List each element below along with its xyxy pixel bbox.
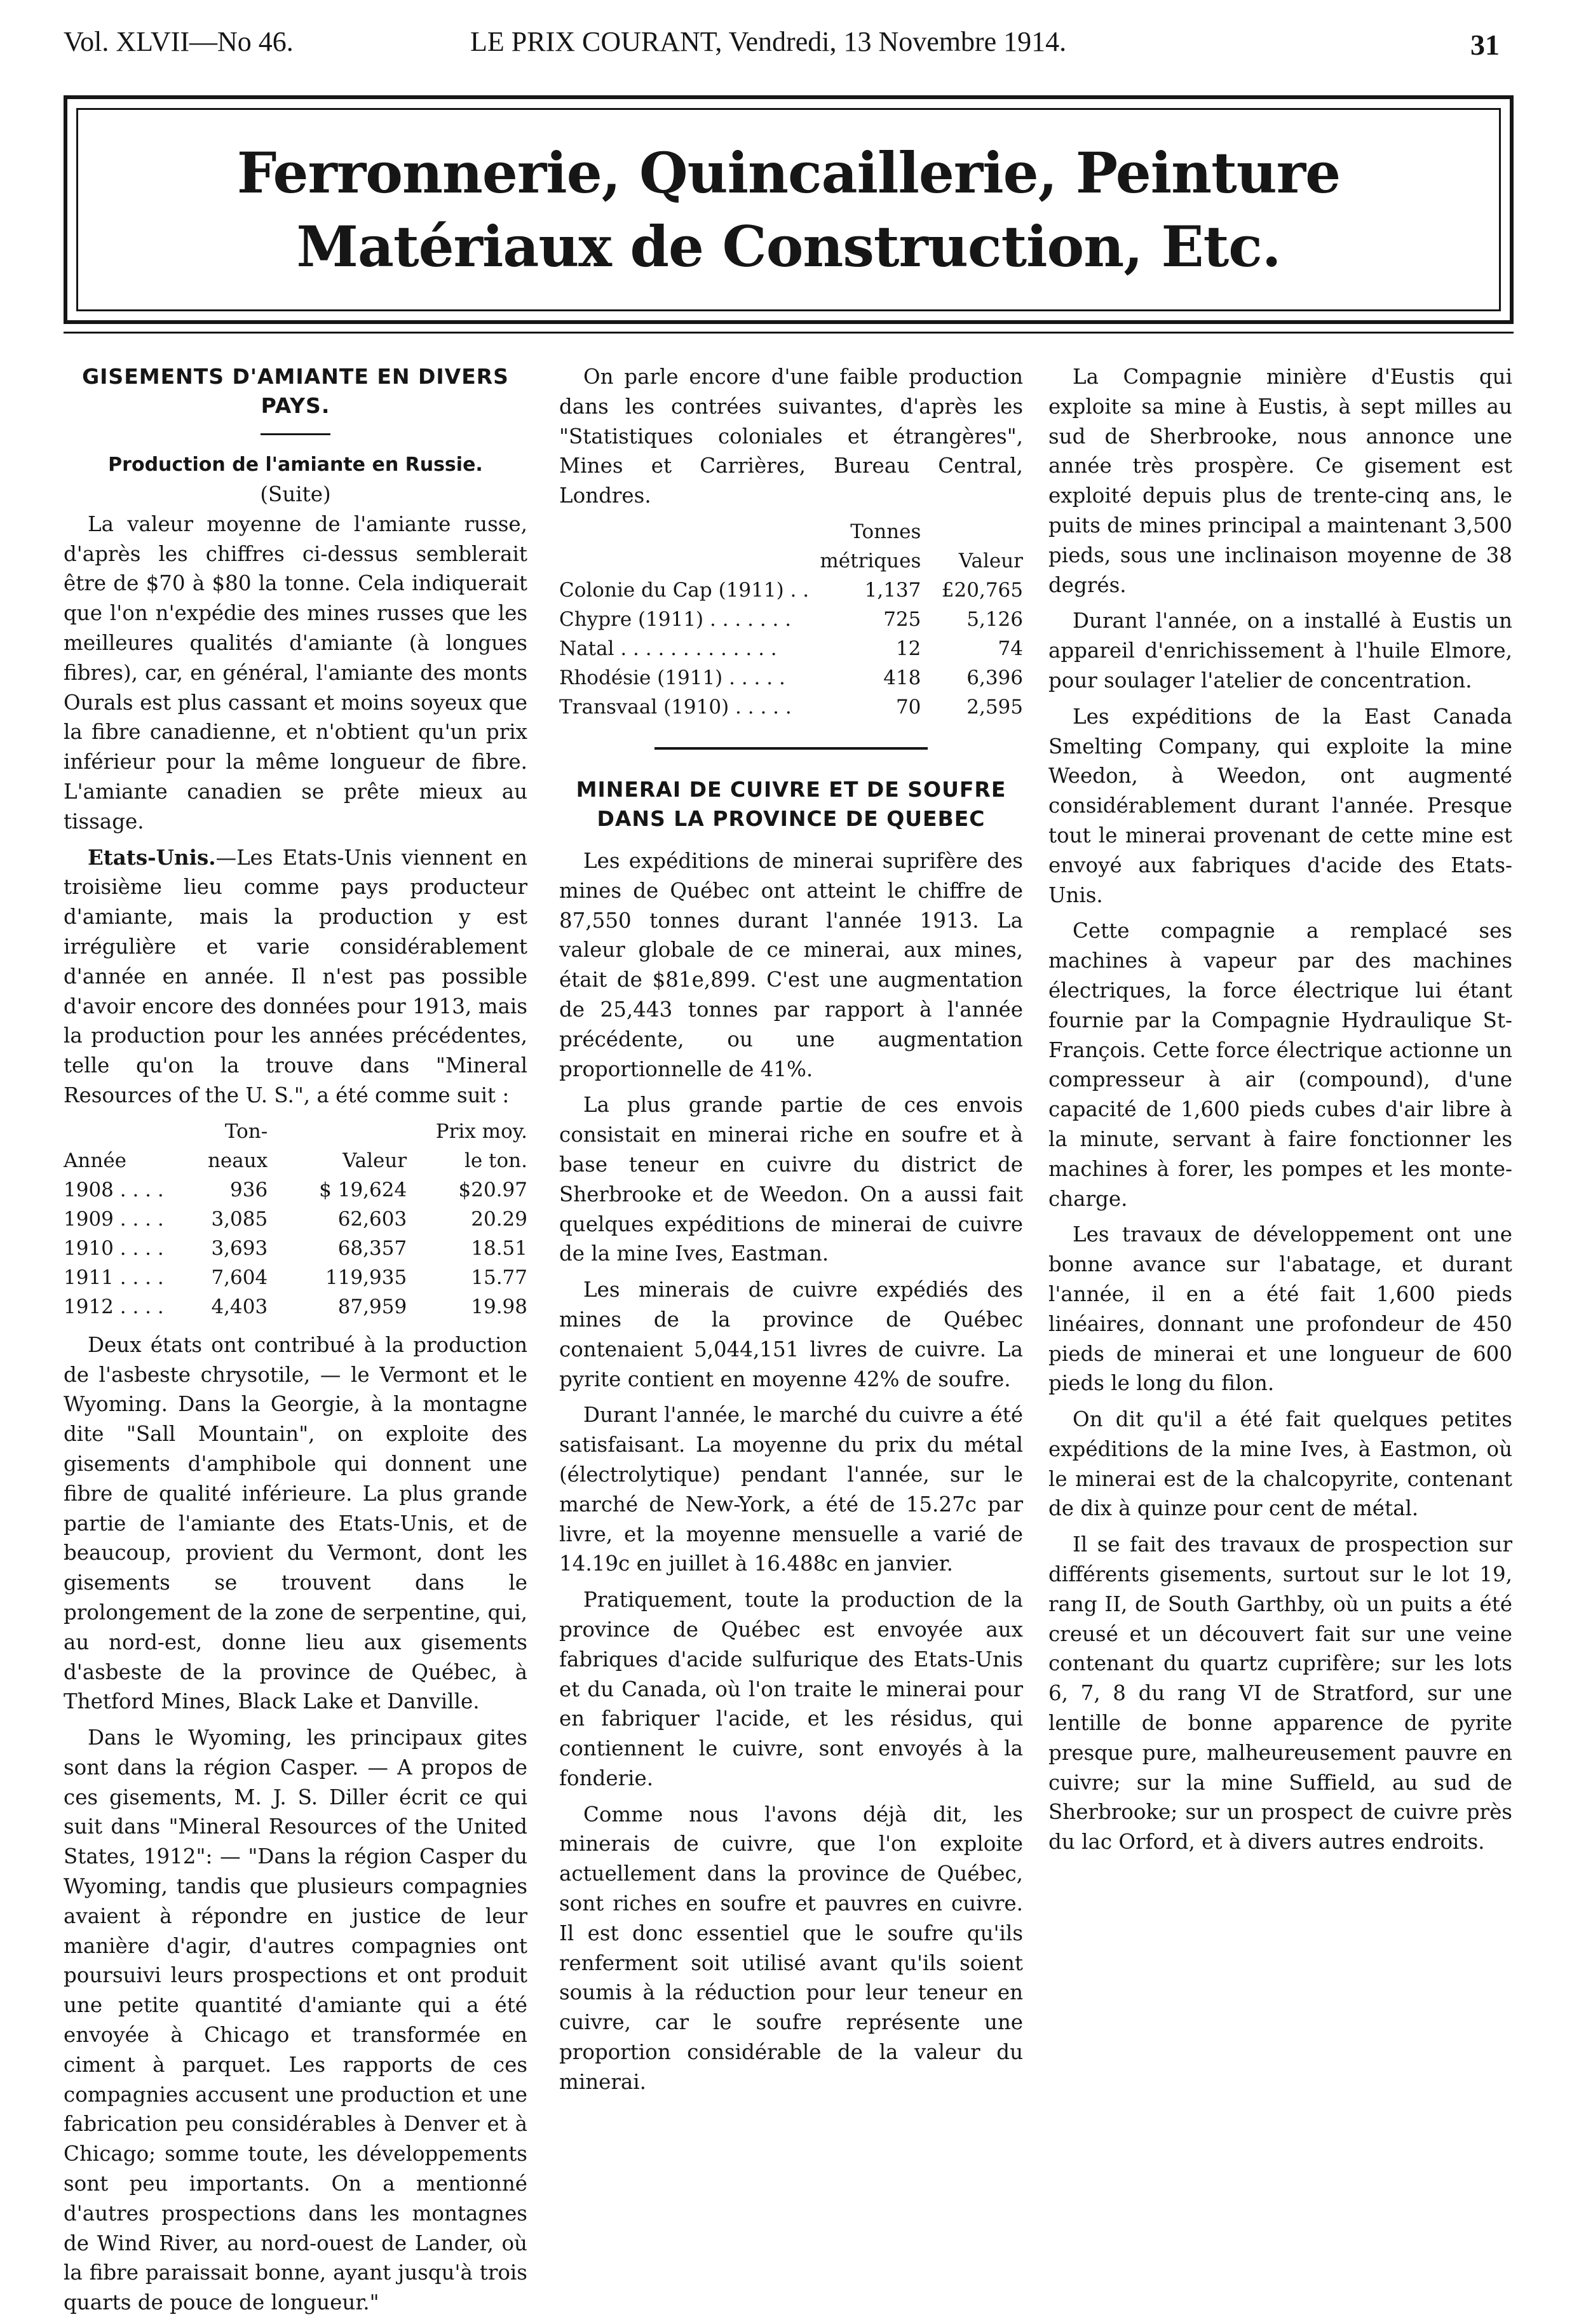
table-header-tons-2: neaux (207, 1149, 268, 1172)
row-price: 20.29 (471, 1207, 527, 1231)
row-value: 62,603 (337, 1207, 407, 1231)
article-1-paragraph-1: La valeur moyenne de l'amiante russe, d'après les chiffres ci-dessus semblerait être de $70 à $80 la tonne. Cela indiquerait que l'on n'expédie des mines russes que les meilleures qualités d'amiante (à longues fibres), car, en général, l'amiante des monts Ourals est plus cassant et moins soyeux que la fibre canadienne, et n'obtient qu'un prix inférieur pour la même longueur de fibre. L'amiante canadien se prête mieux au tissage. (64, 511, 527, 834)
table-row (64, 1205, 527, 1234)
table-header-year: Année (64, 1149, 127, 1172)
section-banner-inner (76, 108, 1501, 311)
section-title-line-1: Ferronnerie, Quincaillerie, Peinture (236, 140, 1341, 206)
row-value: £20,765 (941, 578, 1023, 602)
column-3 (1048, 362, 1512, 1863)
article-1-paragraph-2-text: —Les Etats-Unis viennent en troisième lieu comme pays producteur d'amiante, mais la production y est irrégulière et varie considérablement d'année en année. Il n'est pas possible d'avoir encore des données pour 1913, mais la production pour les années précédentes, telle qu'on la trouve dans "Mineral Resources of the U. S.", a été comme suit : (64, 845, 527, 1107)
table-header-price-1: Prix moy. (435, 1119, 527, 1143)
table-row (64, 1263, 527, 1292)
headline-rule (261, 433, 330, 435)
table-header-valeur: Valeur (958, 549, 1023, 572)
article-2-paragraph-6: Comme nous l'avons déjà dit, les minerais de cuivre, que l'on exploite actuellement dans la province de Québec, sont riches en soufre et pauvres en cuivre. Il est donc essentiel que le soufre qu'ils renferment soit utilisé avant qu'ils soient soumis à la réduction pour leur teneur en cuivre, car le soufre représente une proportion considérable de la valeur du minerai. (559, 1802, 1023, 2094)
table-header-tonnes-1: Tonnes (850, 520, 921, 543)
table-header-price-2: le ton. (464, 1149, 527, 1172)
row-year: 1912 . . . . (64, 1295, 164, 1318)
us-production-table (64, 1117, 527, 1321)
row-value: 2,595 (966, 695, 1023, 719)
page-number: 31 (1470, 29, 1500, 61)
row-tons: 3,085 (211, 1207, 268, 1231)
table-row (64, 1292, 527, 1321)
table-row (559, 634, 1023, 663)
row-year: 1909 . . . . (64, 1207, 164, 1231)
article-1-subhead: Production de l'amiante en Russie. (108, 454, 483, 476)
article-1-continued: (Suite) (260, 482, 331, 506)
section-banner (64, 95, 1514, 324)
article-2-paragraph-9: Les expéditions de la East Canada Smelting Company, qui exploite la mine Weedon, à Weedon, ont augmenté considérablement durant l'année. Presque tout le minerai provenant de cette mine est envoyé aux fabriques d'acide des Etats-Unis. (1048, 704, 1512, 907)
row-year: 1911 . . . . (64, 1266, 164, 1289)
row-value: 74 (998, 637, 1023, 660)
article-2-paragraph-5: Pratiquement, toute la production de la province de Québec est envoyée aux fabriques d'acide sulfurique des Etats-Unis et du Canada, où l'on traite le minerai pour en fabriquer l'acide, et les résidus, qui contiennent le cuivre, sont envoyés à la fonderie. (559, 1588, 1023, 1790)
run-in-heading: Etats-Unis. (88, 844, 216, 870)
article-2-paragraph-3: Les minerais de cuivre expédiés des mines de la province de Québec contenaient 5,044,151 livres de cuivre. La pyrite contient en moyenne 42% de soufre. (559, 1278, 1023, 1391)
row-tons: 418 (883, 666, 921, 689)
row-price: 15.77 (471, 1266, 527, 1289)
row-price: 18.51 (471, 1236, 527, 1260)
row-tons: 70 (895, 695, 921, 719)
table-row (64, 1175, 527, 1205)
article-2-paragraph-8: Durant l'année, on a installé à Eustis un appareil d'enrichissement à l'huile Elmore, pour soulager l'atelier de concentration. (1048, 609, 1512, 692)
row-value: 119,935 (325, 1266, 407, 1289)
article-2-paragraph-4: Durant l'année, le marché du cuivre a été satisfaisant. La moyenne du prix du métal (électrolytique) pendant l'année, sur le marché de New-York, a été de 15.27c par livre, et la moyenne mensuelle a varié de 14.19c en juillet à 16.488c en janvier. (559, 1403, 1023, 1576)
banner-rule (64, 332, 1514, 334)
article-1-paragraph-4: Dans le Wyoming, les principaux gites sont dans la région Casper. — A propos de ces gisements, M. J. S. Diller écrit ce qui suit dans "Mineral Resources of the United States, 1912": — "Dans la région Casper du Wyoming, tandis que plusieurs compagnies avaient à répondre en justice de leur manière d'agir, d'autres compagnies ont poursuivi leurs prospections et ont produit une petite quantité d'amiante qui a été envoyée à Chicago et transformée en ciment à parquet. Les rapports de ces compagnies accusent une production et une fabrication peu considérables à Denver et à Chicago; somme toute, les développements sont peu importants. On a mentionné d'autres prospections dans les montagnes de Wind River, au nord-ouest de Lander, où la fibre paraissait bonne, ayant jusqu'à trois quarts de pouce de longueur." (64, 1726, 527, 2315)
section-title-line-2: Matériaux de Construction, Etc. (296, 213, 1281, 280)
row-year: 1910 . . . . (64, 1236, 164, 1260)
row-tons: 1,137 (864, 578, 921, 602)
running-head (64, 25, 1500, 64)
row-tons: 725 (883, 607, 921, 631)
row-year: 1908 . . . . (64, 1178, 164, 1201)
row-tons: 12 (895, 637, 921, 660)
table-row (559, 663, 1023, 692)
article-2-paragraph-10: Cette compagnie a remplacé ses machines à vapeur par des machines électriques, la force électrique lui étant fournie par la Compagnie Hydraulique St-François. Cette force électrique actionne un compresseur à air (compound), d'une capacité de 1,600 pieds cubes d'air libre à la minute, servant à faire fonctionner les machines à forer, les pompes et les monte-charge. (1048, 919, 1512, 1211)
article-2-paragraph-2: La plus grande partie de ces envois consistait en minerai riche en soufre et à base teneur en cuivre du district de Sherbrooke et de Weedon. On a aussi fait quelques expéditions de minerai de cuivre de la mine Ives, Eastman. (559, 1093, 1023, 1266)
table-header-tonnes-2: métriques (820, 549, 921, 572)
row-tons: 936 (230, 1178, 268, 1201)
row-country: Chypre (1911) . . . . . . . (559, 607, 792, 631)
table-header-tons-1: Ton- (224, 1119, 268, 1143)
article-2-paragraph-1: Les expéditions de minerai suprifère des mines de Québec ont atteint le chiffre de 87,550 tonnes durant l'année 1913. La valeur globale de ce minerai, aux mines, était de $81e,899. C'est une augmentation de 25,443 tonnes par rapport à l'année précédente, ou une augmentation proportionnelle de 41%. (559, 848, 1023, 1081)
row-value: 87,959 (337, 1295, 407, 1318)
article-1-paragraph-2 (64, 843, 527, 1111)
row-value: $ 19,624 (319, 1178, 407, 1201)
journal-title-date: LE PRIX COURANT, Vendredi, 13 Novembre 1914. (470, 26, 1067, 57)
article-2-paragraph-7: La Compagnie minière d'Eustis qui exploite sa mine à Eustis, à sept milles au sud de Sherbrooke, nous annonce une année très prospère. Ce gisement est exploité depuis plus de trente-cinq ans, le puits de mines principal a maintenant 3,500 pieds, sous une inclinaison moyenne de 38 degrés. (1048, 365, 1512, 597)
article-1-paragraph-5: On parle encore d'une faible production dans les contrées suivantes, d'après les "Statistiques coloniales et étrangères", Mines et Carrières, Bureau Central, Londres. (559, 365, 1023, 508)
column-1 (64, 362, 527, 2324)
table-row (559, 576, 1023, 605)
colonial-production-table (559, 517, 1023, 722)
row-country: Natal . . . . . . . . . . . . . (559, 637, 777, 660)
article-1-headline: GISEMENTS D'AMIANTE EN DIVERS PAYS. (82, 364, 509, 418)
table-header-value: Valeur (342, 1149, 407, 1172)
article-2-paragraph-12: On dit qu'il a été fait quelques petites expéditions de la mine Ives, à Eastmon, où le minerai est de la chalcopyrite, contenant de dix à quinze pour cent de métal. (1048, 1407, 1512, 1521)
column-2 (559, 362, 1023, 2104)
article-2-paragraph-13: Il se fait des travaux de prospection sur différents gisements, surtout sur le lot 19, rang II, de South Garthby, où un puits a été creusé et un découvert fait sur une veine contenant du quartz cuprifère; sur les lots 6, 7, 8 du rang VI de Stratford, sur une lentille de bonne apparence de pyrite presque pure, malheureusement pauvre en cuivre; sur la mine Suffield, au sud de Sherbrooke; sur un prospect de cuivre près du lac Orford, et à divers autres endroits. (1048, 1532, 1512, 1854)
row-country: Rhodésie (1911) . . . . . (559, 666, 785, 689)
row-price: 19.98 (471, 1295, 527, 1318)
volume-number: Vol. XLVII—No 46. (64, 26, 294, 57)
row-tons: 4,403 (211, 1295, 268, 1318)
article-2-headline: MINERAI DE CUIVRE ET DE SOUFRE DANS LA PROVINCE DE QUEBEC (576, 776, 1007, 831)
article-1-paragraph-3: Deux états ont contribué à la production de l'asbeste chrysotile, — le Vermont et le Wyoming. Dans la Georgie, à la montagne dite "Sall Mountain", on exploite des gisements d'amphibole qui donnent une fibre de qualité inférieure. La plus grande partie de l'amiante des Etats-Unis, et de beaucoup, provient du Vermont, dont les gisements se trouvent dans le prolongement de la zone de serpentine, qui, au nord-est, donne lieu aux gisements d'asbeste de la province de Québec, à Thetford Mines, Black Lake et Danville. (64, 1332, 527, 1714)
table-row (559, 605, 1023, 634)
table-row (559, 692, 1023, 722)
row-value: 5,126 (966, 607, 1023, 631)
table-row (64, 1234, 527, 1263)
row-value: 6,396 (966, 666, 1023, 689)
row-price: $20.97 (458, 1178, 527, 1201)
row-country: Transvaal (1910) . . . . . (559, 695, 792, 719)
article-separator-rule (654, 747, 928, 750)
article-2-paragraph-11: Les travaux de développement ont une bonne avance sur l'abatage, et durant l'année, il en a été fait 1,600 pieds linéaires, donnant une profondeur de 450 pieds de minerai et une longueur de 600 pieds le long du filon. (1048, 1222, 1512, 1396)
row-tons: 7,604 (211, 1266, 268, 1289)
row-country: Colonie du Cap (1911) . . (559, 578, 810, 602)
row-value: 68,357 (337, 1236, 407, 1260)
row-tons: 3,693 (211, 1236, 268, 1260)
